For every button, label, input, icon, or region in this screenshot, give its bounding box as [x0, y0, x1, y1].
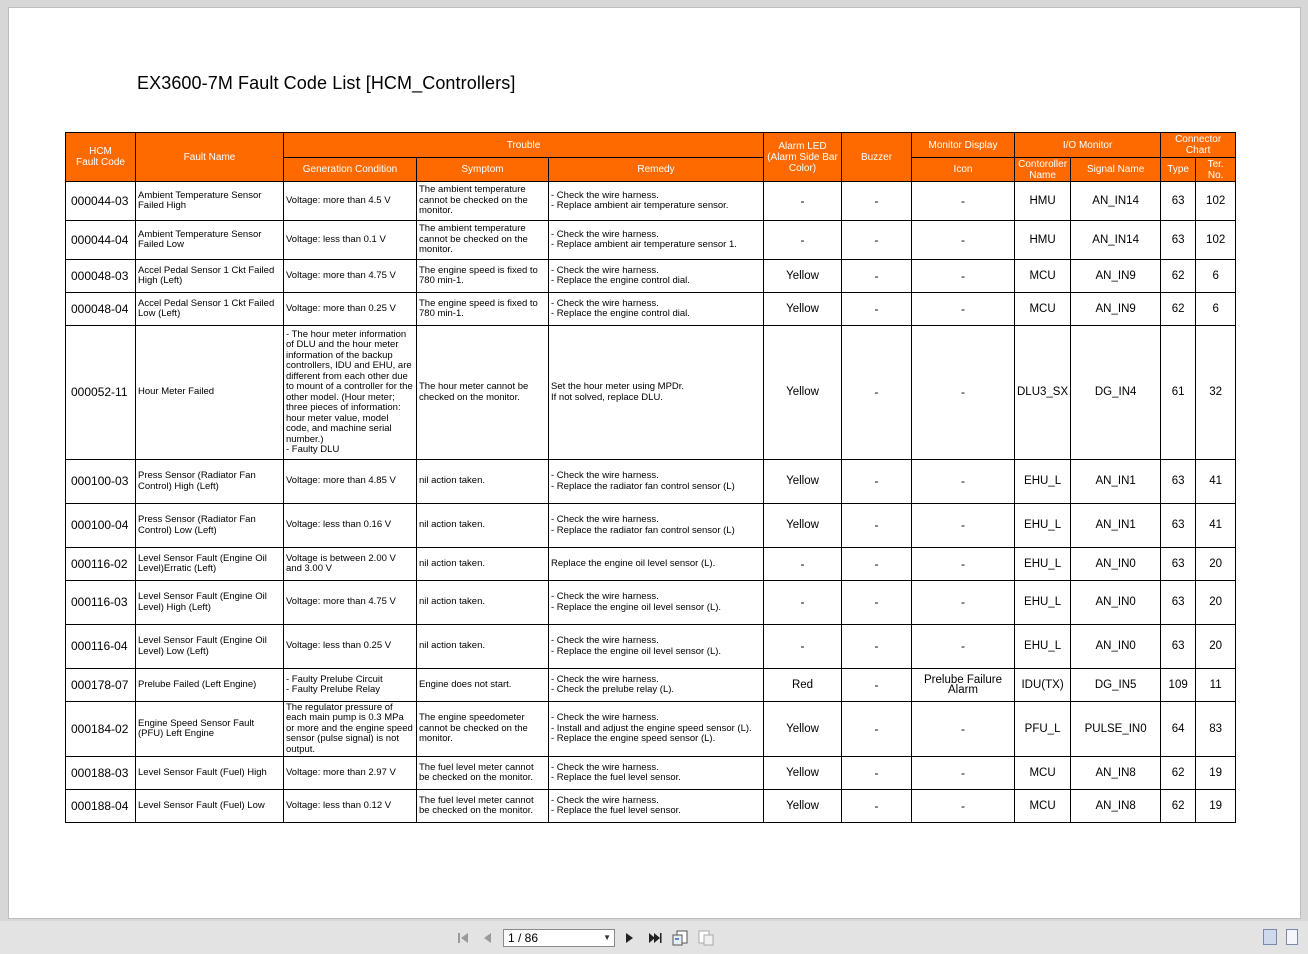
symptom-cell: The engine speedometer cannot be checked on the monitor.	[417, 702, 549, 757]
signal-name-cell: AN_IN1	[1071, 504, 1161, 548]
header-symptom: Symptom	[417, 158, 549, 182]
header-hcm-fault-code: HCM Fault Code	[66, 133, 136, 182]
connector-type-cell: 63	[1161, 548, 1196, 581]
symptom-cell: The ambient temperature cannot be checked on the monitor.	[417, 221, 549, 260]
viewer-toolbar	[0, 921, 1308, 954]
fault-code-table	[65, 132, 1236, 823]
controller-name-cell: MCU	[1015, 757, 1071, 790]
table-row	[66, 702, 1236, 757]
buzzer-cell: -	[842, 221, 912, 260]
alarm-led-cell: Red	[764, 669, 842, 702]
remedy-cell: - Check the wire harness. - Replace ambient air temperature sensor.	[549, 182, 764, 221]
buzzer-cell: -	[842, 504, 912, 548]
table-row	[66, 504, 1236, 548]
controller-name-cell: EHU_L	[1015, 504, 1071, 548]
fault-name-cell: Level Sensor Fault (Fuel) High	[136, 757, 284, 790]
terminal-number-cell: 6	[1196, 260, 1236, 293]
generation-condition-cell: Voltage: more than 4.75 V	[284, 260, 417, 293]
fault-code-cell: 000116-02	[66, 548, 136, 581]
fault-code-cell: 000044-04	[66, 221, 136, 260]
document-page	[8, 7, 1301, 919]
generation-condition-cell: The regulator pressure of each main pump is 0.3 MPa or more and the engine speed sensor (pulse signal) is not output.	[284, 702, 417, 757]
fault-name-cell: Level Sensor Fault (Engine Oil Level)Erratic (Left)	[136, 548, 284, 581]
header-type: Type	[1161, 158, 1196, 182]
alarm-led-cell: -	[764, 182, 842, 221]
alarm-led-cell: Yellow	[764, 460, 842, 504]
table-row	[66, 625, 1236, 669]
fault-code-cell: 000188-03	[66, 757, 136, 790]
fault-name-cell: Hour Meter Failed	[136, 326, 284, 460]
terminal-number-cell: 102	[1196, 221, 1236, 260]
alarm-led-cell: Yellow	[764, 504, 842, 548]
alarm-led-cell: -	[764, 581, 842, 625]
generation-condition-cell: Voltage: less than 0.16 V	[284, 504, 417, 548]
first-page-icon[interactable]	[455, 930, 471, 946]
fault-code-cell: 000178-07	[66, 669, 136, 702]
generation-condition-cell: - The hour meter information of DLU and the hour meter information of the backup controllers, IDU and EHU, are different from each other due to mount of a controller for the other model. (Hour meter; three pieces of information: hour meter value, model code, and machine serial number.) - Faulty DLU	[284, 326, 417, 460]
terminal-number-cell: 41	[1196, 504, 1236, 548]
fault-code-cell: 000188-04	[66, 790, 136, 823]
fault-name-cell: Ambient Temperature Sensor Failed High	[136, 182, 284, 221]
terminal-number-cell: 11	[1196, 669, 1236, 702]
connector-type-cell: 63	[1161, 460, 1196, 504]
monitor-icon-cell: -	[912, 757, 1015, 790]
fault-code-cell: 000052-11	[66, 326, 136, 460]
generation-condition-cell: Voltage: more than 4.75 V	[284, 581, 417, 625]
signal-name-cell: AN_IN0	[1071, 581, 1161, 625]
symptom-cell: nil action taken.	[417, 460, 549, 504]
symptom-cell: nil action taken.	[417, 625, 549, 669]
buzzer-cell: -	[842, 757, 912, 790]
controller-name-cell: PFU_L	[1015, 702, 1071, 757]
go-forward-icon[interactable]	[698, 930, 714, 946]
symptom-cell: The engine speed is fixed to 780 min-1.	[417, 260, 549, 293]
connector-type-cell: 62	[1161, 757, 1196, 790]
symptom-cell: nil action taken.	[417, 548, 549, 581]
signal-name-cell: AN_IN9	[1071, 293, 1161, 326]
remedy-cell: - Check the wire harness. - Replace the engine oil level sensor (L).	[549, 625, 764, 669]
connector-type-cell: 62	[1161, 790, 1196, 823]
generation-condition-cell: Voltage: less than 0.12 V	[284, 790, 417, 823]
table-row	[66, 548, 1236, 581]
signal-name-cell: DG_IN4	[1071, 326, 1161, 460]
remedy-cell: - Check the wire harness. - Replace ambient air temperature sensor 1.	[549, 221, 764, 260]
fault-name-cell: Press Sensor (Radiator Fan Control) Low (Left)	[136, 504, 284, 548]
table-row	[66, 221, 1236, 260]
alarm-led-cell: Yellow	[764, 326, 842, 460]
alarm-led-cell: Yellow	[764, 757, 842, 790]
page-number-field[interactable]	[503, 929, 615, 947]
signal-name-cell: AN_IN14	[1071, 221, 1161, 260]
last-page-icon[interactable]	[647, 930, 663, 946]
header-alarm-led: Alarm LED (Alarm Side Bar Color)	[764, 133, 842, 182]
table-row	[66, 260, 1236, 293]
controller-name-cell: MCU	[1015, 260, 1071, 293]
table-row	[66, 757, 1236, 790]
header-signal-name: Signal Name	[1071, 158, 1161, 182]
remedy-cell: Replace the engine oil level sensor (L).	[549, 548, 764, 581]
fault-code-cell: 000100-03	[66, 460, 136, 504]
signal-name-cell: PULSE_IN0	[1071, 702, 1161, 757]
connector-type-cell: 109	[1161, 669, 1196, 702]
controller-name-cell: EHU_L	[1015, 581, 1071, 625]
monitor-icon-cell: -	[912, 548, 1015, 581]
fault-name-cell: Engine Speed Sensor Fault (PFU) Left Engine	[136, 702, 284, 757]
connector-type-cell: 62	[1161, 260, 1196, 293]
signal-name-cell: AN_IN14	[1071, 182, 1161, 221]
table-row	[66, 581, 1236, 625]
signal-name-cell: DG_IN5	[1071, 669, 1161, 702]
connector-type-cell: 61	[1161, 326, 1196, 460]
symptom-cell: The engine speed is fixed to 780 min-1.	[417, 293, 549, 326]
table-row	[66, 790, 1236, 823]
header-remedy: Remedy	[549, 158, 764, 182]
monitor-icon-cell: -	[912, 260, 1015, 293]
controller-name-cell: MCU	[1015, 790, 1071, 823]
connector-type-cell: 63	[1161, 581, 1196, 625]
alarm-led-cell: Yellow	[764, 790, 842, 823]
buzzer-cell: -	[842, 790, 912, 823]
fault-code-cell: 000048-04	[66, 293, 136, 326]
go-back-icon[interactable]	[672, 930, 688, 946]
buzzer-cell: -	[842, 702, 912, 757]
connector-type-cell: 63	[1161, 504, 1196, 548]
monitor-icon-cell: -	[912, 625, 1015, 669]
remedy-cell: Set the hour meter using MPDr. If not solved, replace DLU.	[549, 326, 764, 460]
fault-name-cell: Accel Pedal Sensor 1 Ckt Failed High (Left)	[136, 260, 284, 293]
controller-name-cell: HMU	[1015, 182, 1071, 221]
table-row	[66, 293, 1236, 326]
connector-type-cell: 63	[1161, 221, 1196, 260]
monitor-icon-cell: -	[912, 790, 1015, 823]
fault-code-cell: 000184-02	[66, 702, 136, 757]
symptom-cell: The fuel level meter cannot be checked on the monitor.	[417, 790, 549, 823]
fault-name-cell: Accel Pedal Sensor 1 Ckt Failed Low (Left)	[136, 293, 284, 326]
signal-name-cell: AN_IN9	[1071, 260, 1161, 293]
alarm-led-cell: Yellow	[764, 702, 842, 757]
controller-name-cell: IDU(TX)	[1015, 669, 1071, 702]
remedy-cell: - Check the wire harness. - Replace the fuel level sensor.	[549, 790, 764, 823]
symptom-cell: nil action taken.	[417, 504, 549, 548]
alarm-led-cell: Yellow	[764, 293, 842, 326]
fault-name-cell: Level Sensor Fault (Engine Oil Level) Low (Left)	[136, 625, 284, 669]
alarm-led-cell: Yellow	[764, 260, 842, 293]
symptom-cell: The ambient temperature cannot be checked on the monitor.	[417, 182, 549, 221]
remedy-cell: - Check the wire harness. - Replace the engine oil level sensor (L).	[549, 581, 764, 625]
remedy-cell: - Check the wire harness. - Replace the radiator fan control sensor (L)	[549, 460, 764, 504]
monitor-icon-cell: -	[912, 504, 1015, 548]
page-indicator: 1 / 86	[508, 931, 539, 945]
terminal-number-cell: 20	[1196, 625, 1236, 669]
fault-code-cell: 000048-03	[66, 260, 136, 293]
remedy-cell: - Check the wire harness. - Replace the radiator fan control sensor (L)	[549, 504, 764, 548]
controller-name-cell: DLU3_SX	[1015, 326, 1071, 460]
symptom-cell: Engine does not start.	[417, 669, 549, 702]
monitor-icon-cell: -	[912, 221, 1015, 260]
symptom-cell: The fuel level meter cannot be checked on the monitor.	[417, 757, 549, 790]
buzzer-cell: -	[842, 326, 912, 460]
buzzer-cell: -	[842, 625, 912, 669]
previous-page-icon[interactable]	[479, 930, 495, 946]
monitor-icon-cell: -	[912, 182, 1015, 221]
generation-condition-cell: Voltage: more than 4.85 V	[284, 460, 417, 504]
terminal-number-cell: 6	[1196, 293, 1236, 326]
generation-condition-cell: Voltage: more than 2.97 V	[284, 757, 417, 790]
buzzer-cell: -	[842, 669, 912, 702]
header-monitor-display: Monitor Display	[912, 133, 1015, 158]
fault-name-cell: Ambient Temperature Sensor Failed Low	[136, 221, 284, 260]
terminal-number-cell: 83	[1196, 702, 1236, 757]
header-trouble: Trouble	[284, 133, 764, 158]
header-ter-no: Ter. No.	[1196, 158, 1236, 182]
alarm-led-cell: -	[764, 221, 842, 260]
buzzer-cell: -	[842, 182, 912, 221]
table-row	[66, 182, 1236, 221]
table-row	[66, 669, 1236, 702]
fault-code-cell: 000100-04	[66, 504, 136, 548]
header-connector-chart: Connector Chart	[1161, 133, 1236, 158]
fault-code-cell: 000044-03	[66, 182, 136, 221]
buzzer-cell: -	[842, 260, 912, 293]
terminal-number-cell: 19	[1196, 790, 1236, 823]
chevron-down-icon[interactable]: ▼	[603, 933, 611, 942]
signal-name-cell: AN_IN8	[1071, 790, 1161, 823]
controller-name-cell: EHU_L	[1015, 625, 1071, 669]
buzzer-cell: -	[842, 548, 912, 581]
symptom-cell: The hour meter cannot be checked on the monitor.	[417, 326, 549, 460]
alarm-led-cell: -	[764, 548, 842, 581]
header-icon: Icon	[912, 158, 1015, 182]
symptom-cell: nil action taken.	[417, 581, 549, 625]
remedy-cell: - Check the wire harness. - Check the prelube relay (L).	[549, 669, 764, 702]
header-fault-name: Fault Name	[136, 133, 284, 182]
document-title: EX3600-7M Fault Code List [HCM_Controllers]	[137, 73, 516, 93]
monitor-icon-cell: -	[912, 581, 1015, 625]
terminal-number-cell: 19	[1196, 757, 1236, 790]
header-generation-condition: Generation Condition	[284, 158, 417, 182]
generation-condition-cell: Voltage: more than 4.5 V	[284, 182, 417, 221]
monitor-icon-cell: -	[912, 326, 1015, 460]
connector-type-cell: 62	[1161, 293, 1196, 326]
remedy-cell: - Check the wire harness. - Install and adjust the engine speed sensor (L). - Replace the engine speed sensor (L).	[549, 702, 764, 757]
controller-name-cell: EHU_L	[1015, 460, 1071, 504]
monitor-icon-cell: -	[912, 460, 1015, 504]
header-controller-name: Contoroller Name	[1015, 158, 1071, 182]
generation-condition-cell: Voltage is between 2.00 V and 3.00 V	[284, 548, 417, 581]
table-row	[66, 326, 1236, 460]
buzzer-cell: -	[842, 293, 912, 326]
table-row	[66, 460, 1236, 504]
fault-name-cell: Press Sensor (Radiator Fan Control) High (Left)	[136, 460, 284, 504]
fault-code-cell: 000116-04	[66, 625, 136, 669]
terminal-number-cell: 20	[1196, 548, 1236, 581]
continuous-view-icon[interactable]	[1286, 929, 1298, 945]
generation-condition-cell: - Faulty Prelube Circuit - Faulty Prelube Relay	[284, 669, 417, 702]
controller-name-cell: EHU_L	[1015, 548, 1071, 581]
generation-condition-cell: Voltage: less than 0.1 V	[284, 221, 417, 260]
next-page-icon[interactable]	[622, 930, 638, 946]
remedy-cell: - Check the wire harness. - Replace the engine control dial.	[549, 260, 764, 293]
remedy-cell: - Check the wire harness. - Replace the engine control dial.	[549, 293, 764, 326]
remedy-cell: - Check the wire harness. - Replace the fuel level sensor.	[549, 757, 764, 790]
fault-code-cell: 000116-03	[66, 581, 136, 625]
controller-name-cell: HMU	[1015, 221, 1071, 260]
monitor-icon-cell: -	[912, 702, 1015, 757]
signal-name-cell: AN_IN0	[1071, 625, 1161, 669]
controller-name-cell: MCU	[1015, 293, 1071, 326]
alarm-led-cell: -	[764, 625, 842, 669]
connector-type-cell: 63	[1161, 182, 1196, 221]
connector-type-cell: 64	[1161, 702, 1196, 757]
terminal-number-cell: 102	[1196, 182, 1236, 221]
header-io-monitor: I/O Monitor	[1015, 133, 1161, 158]
terminal-number-cell: 20	[1196, 581, 1236, 625]
fault-name-cell: Prelube Failed (Left Engine)	[136, 669, 284, 702]
single-page-view-icon[interactable]	[1263, 929, 1277, 945]
buzzer-cell: -	[842, 460, 912, 504]
fault-name-cell: Level Sensor Fault (Fuel) Low	[136, 790, 284, 823]
terminal-number-cell: 32	[1196, 326, 1236, 460]
generation-condition-cell: Voltage: less than 0.25 V	[284, 625, 417, 669]
monitor-icon-cell: Prelube Failure Alarm	[912, 669, 1015, 702]
terminal-number-cell: 41	[1196, 460, 1236, 504]
connector-type-cell: 63	[1161, 625, 1196, 669]
generation-condition-cell: Voltage: more than 0.25 V	[284, 293, 417, 326]
signal-name-cell: AN_IN0	[1071, 548, 1161, 581]
header-buzzer: Buzzer	[842, 133, 912, 182]
signal-name-cell: AN_IN8	[1071, 757, 1161, 790]
buzzer-cell: -	[842, 581, 912, 625]
monitor-icon-cell: -	[912, 293, 1015, 326]
fault-name-cell: Level Sensor Fault (Engine Oil Level) High (Left)	[136, 581, 284, 625]
signal-name-cell: AN_IN1	[1071, 460, 1161, 504]
